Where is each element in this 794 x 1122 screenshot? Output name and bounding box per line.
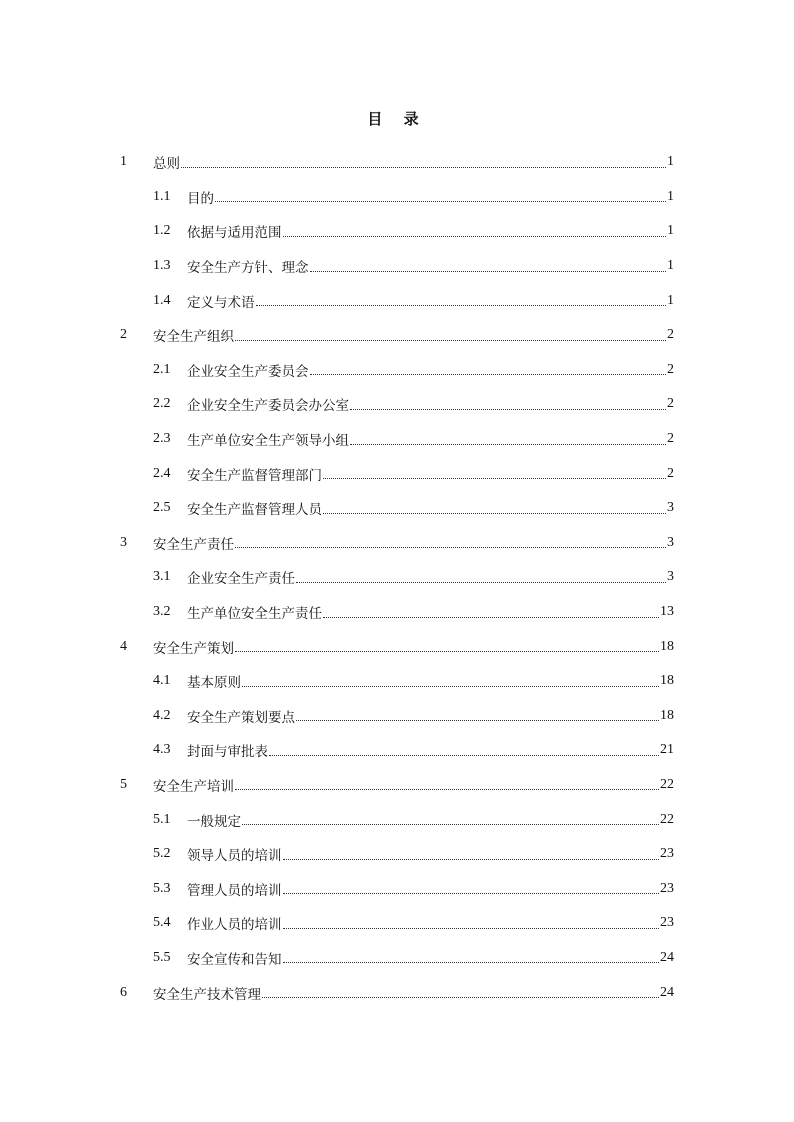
toc-section-entry[interactable] xyxy=(120,387,674,422)
toc-dot-leader xyxy=(283,928,660,929)
toc-entry-title: 定义与术语 xyxy=(187,294,255,311)
toc-section-entry[interactable] xyxy=(120,560,674,595)
toc-entry-number: 2.4 xyxy=(153,465,171,481)
toc-entry-number: 5.4 xyxy=(153,915,171,931)
toc-chapter-entry[interactable] xyxy=(120,768,674,803)
toc-entry-title: 目的 xyxy=(187,190,214,207)
toc-dot-leader xyxy=(235,547,666,548)
toc-section-entry[interactable] xyxy=(120,941,674,976)
toc-dot-leader xyxy=(283,236,667,237)
toc-section-entry[interactable] xyxy=(120,699,674,734)
toc-entry-number: 1.1 xyxy=(153,188,171,204)
toc-dot-leader xyxy=(242,686,659,687)
toc-entry-number: 1.3 xyxy=(153,258,171,274)
toc-entry-number: 5 xyxy=(120,776,127,792)
toc-entry-title: 安全生产组织 xyxy=(153,329,234,346)
toc-section-entry[interactable] xyxy=(120,422,674,457)
toc-entry-number: 4.1 xyxy=(153,673,171,689)
table-of-contents xyxy=(120,145,674,1010)
toc-dot-leader xyxy=(256,305,667,306)
toc-entry-title: 领导人员的培训 xyxy=(187,848,282,865)
toc-entry-number: 6 xyxy=(120,984,127,1000)
toc-entry-page: 2 xyxy=(667,465,674,481)
toc-dot-leader xyxy=(296,720,659,721)
toc-section-entry[interactable] xyxy=(120,906,674,941)
toc-entry-title: 总则 xyxy=(153,156,180,173)
toc-dot-leader xyxy=(242,824,659,825)
toc-entry-title: 企业安全生产委员会办公室 xyxy=(187,398,349,415)
toc-entry-page: 22 xyxy=(660,811,674,827)
toc-entry-number: 2.3 xyxy=(153,431,171,447)
toc-section-entry[interactable] xyxy=(120,249,674,284)
toc-entry-number: 4.3 xyxy=(153,742,171,758)
toc-entry-title: 安全生产培训 xyxy=(153,778,234,795)
toc-dot-leader xyxy=(235,789,659,790)
toc-entry-number: 5.2 xyxy=(153,846,171,862)
toc-section-entry[interactable] xyxy=(120,837,674,872)
toc-dot-leader xyxy=(283,962,660,963)
toc-entry-number: 1.2 xyxy=(153,223,171,239)
toc-dot-leader xyxy=(350,444,666,445)
toc-entry-number: 4 xyxy=(120,638,127,654)
toc-entry-page: 24 xyxy=(660,949,674,965)
toc-entry-number: 3.2 xyxy=(153,604,171,620)
toc-section-entry[interactable] xyxy=(120,733,674,768)
toc-section-entry[interactable] xyxy=(120,180,674,215)
toc-dot-leader xyxy=(323,478,666,479)
toc-entry-page: 23 xyxy=(660,880,674,896)
toc-section-entry[interactable] xyxy=(120,802,674,837)
toc-section-entry[interactable] xyxy=(120,283,674,318)
toc-entry-title: 安全生产技术管理 xyxy=(153,986,261,1003)
toc-entry-number: 3.1 xyxy=(153,569,171,585)
toc-entry-page: 13 xyxy=(660,604,674,620)
toc-entry-title: 一般规定 xyxy=(187,813,241,830)
toc-entry-title: 管理人员的培训 xyxy=(187,882,282,899)
toc-entry-title: 安全生产监督管理部门 xyxy=(187,467,322,484)
toc-entry-page: 18 xyxy=(660,638,674,654)
toc-entry-page: 22 xyxy=(660,776,674,792)
toc-entry-page: 2 xyxy=(667,361,674,377)
toc-entry-number: 2.5 xyxy=(153,500,171,516)
toc-entry-number: 2.1 xyxy=(153,361,171,377)
toc-entry-title: 作业人员的培训 xyxy=(187,917,282,934)
toc-entry-page: 2 xyxy=(667,431,674,447)
toc-chapter-entry[interactable] xyxy=(120,318,674,353)
toc-entry-title: 安全生产策划要点 xyxy=(187,709,295,726)
toc-entry-page: 1 xyxy=(667,154,674,170)
toc-entry-page: 3 xyxy=(667,534,674,550)
toc-dot-leader xyxy=(181,167,666,168)
toc-entry-page: 23 xyxy=(660,846,674,862)
toc-section-entry[interactable] xyxy=(120,595,674,630)
toc-entry-page: 23 xyxy=(660,915,674,931)
toc-section-entry[interactable] xyxy=(120,871,674,906)
toc-chapter-entry[interactable] xyxy=(120,145,674,180)
toc-dot-leader xyxy=(350,409,666,410)
toc-entry-page: 1 xyxy=(667,223,674,239)
toc-entry-number: 1 xyxy=(120,154,127,170)
toc-entry-page: 24 xyxy=(660,984,674,1000)
toc-section-entry[interactable] xyxy=(120,456,674,491)
toc-entry-title: 封面与审批表 xyxy=(187,744,268,761)
toc-entry-title: 安全生产监督管理人员 xyxy=(187,502,322,519)
toc-dot-leader xyxy=(323,513,666,514)
toc-entry-title: 生产单位安全生产责任 xyxy=(187,606,322,623)
toc-entry-number: 2 xyxy=(120,327,127,343)
toc-entry-title: 安全宣传和告知 xyxy=(187,951,282,968)
toc-entry-page: 3 xyxy=(667,569,674,585)
toc-entry-title: 基本原则 xyxy=(187,675,241,692)
toc-entry-title: 生产单位安全生产领导小组 xyxy=(187,433,349,450)
toc-chapter-entry[interactable] xyxy=(120,629,674,664)
toc-entry-page: 3 xyxy=(667,500,674,516)
toc-dot-leader xyxy=(215,201,666,202)
toc-entry-title: 安全生产责任 xyxy=(153,536,234,553)
toc-entry-page: 21 xyxy=(660,742,674,758)
toc-entry-number: 5.5 xyxy=(153,949,171,965)
toc-entry-page: 1 xyxy=(667,188,674,204)
toc-entry-title: 依据与适用范围 xyxy=(187,225,282,242)
toc-dot-leader xyxy=(235,340,666,341)
toc-entry-title: 安全生产方针、理念 xyxy=(187,260,309,277)
page-title: 目 录 xyxy=(367,110,427,128)
toc-entry-title: 企业安全生产责任 xyxy=(187,571,295,588)
toc-entry-page: 2 xyxy=(667,327,674,343)
toc-entry-page: 1 xyxy=(667,292,674,308)
toc-entry-page: 2 xyxy=(667,396,674,412)
toc-dot-leader xyxy=(310,271,667,272)
toc-entry-title: 企业安全生产委员会 xyxy=(187,363,309,380)
toc-dot-leader xyxy=(296,582,666,583)
toc-chapter-entry[interactable] xyxy=(120,526,674,561)
toc-entry-number: 3 xyxy=(120,534,127,550)
toc-chapter-entry[interactable] xyxy=(120,975,674,1010)
toc-dot-leader xyxy=(269,755,659,756)
toc-dot-leader xyxy=(283,859,660,860)
toc-dot-leader xyxy=(262,997,659,998)
toc-section-entry[interactable] xyxy=(120,353,674,388)
toc-dot-leader xyxy=(283,893,660,894)
toc-entry-number: 1.4 xyxy=(153,292,171,308)
toc-entry-number: 2.2 xyxy=(153,396,171,412)
toc-entry-number: 4.2 xyxy=(153,707,171,723)
toc-entry-page: 18 xyxy=(660,707,674,723)
toc-section-entry[interactable] xyxy=(120,664,674,699)
toc-section-entry[interactable] xyxy=(120,491,674,526)
toc-dot-leader xyxy=(235,651,659,652)
toc-dot-leader xyxy=(310,374,667,375)
toc-dot-leader xyxy=(323,617,659,618)
toc-entry-title: 安全生产策划 xyxy=(153,640,234,657)
toc-entry-number: 5.3 xyxy=(153,880,171,896)
toc-entry-page: 1 xyxy=(667,258,674,274)
toc-section-entry[interactable] xyxy=(120,214,674,249)
toc-entry-page: 18 xyxy=(660,673,674,689)
toc-entry-number: 5.1 xyxy=(153,811,171,827)
